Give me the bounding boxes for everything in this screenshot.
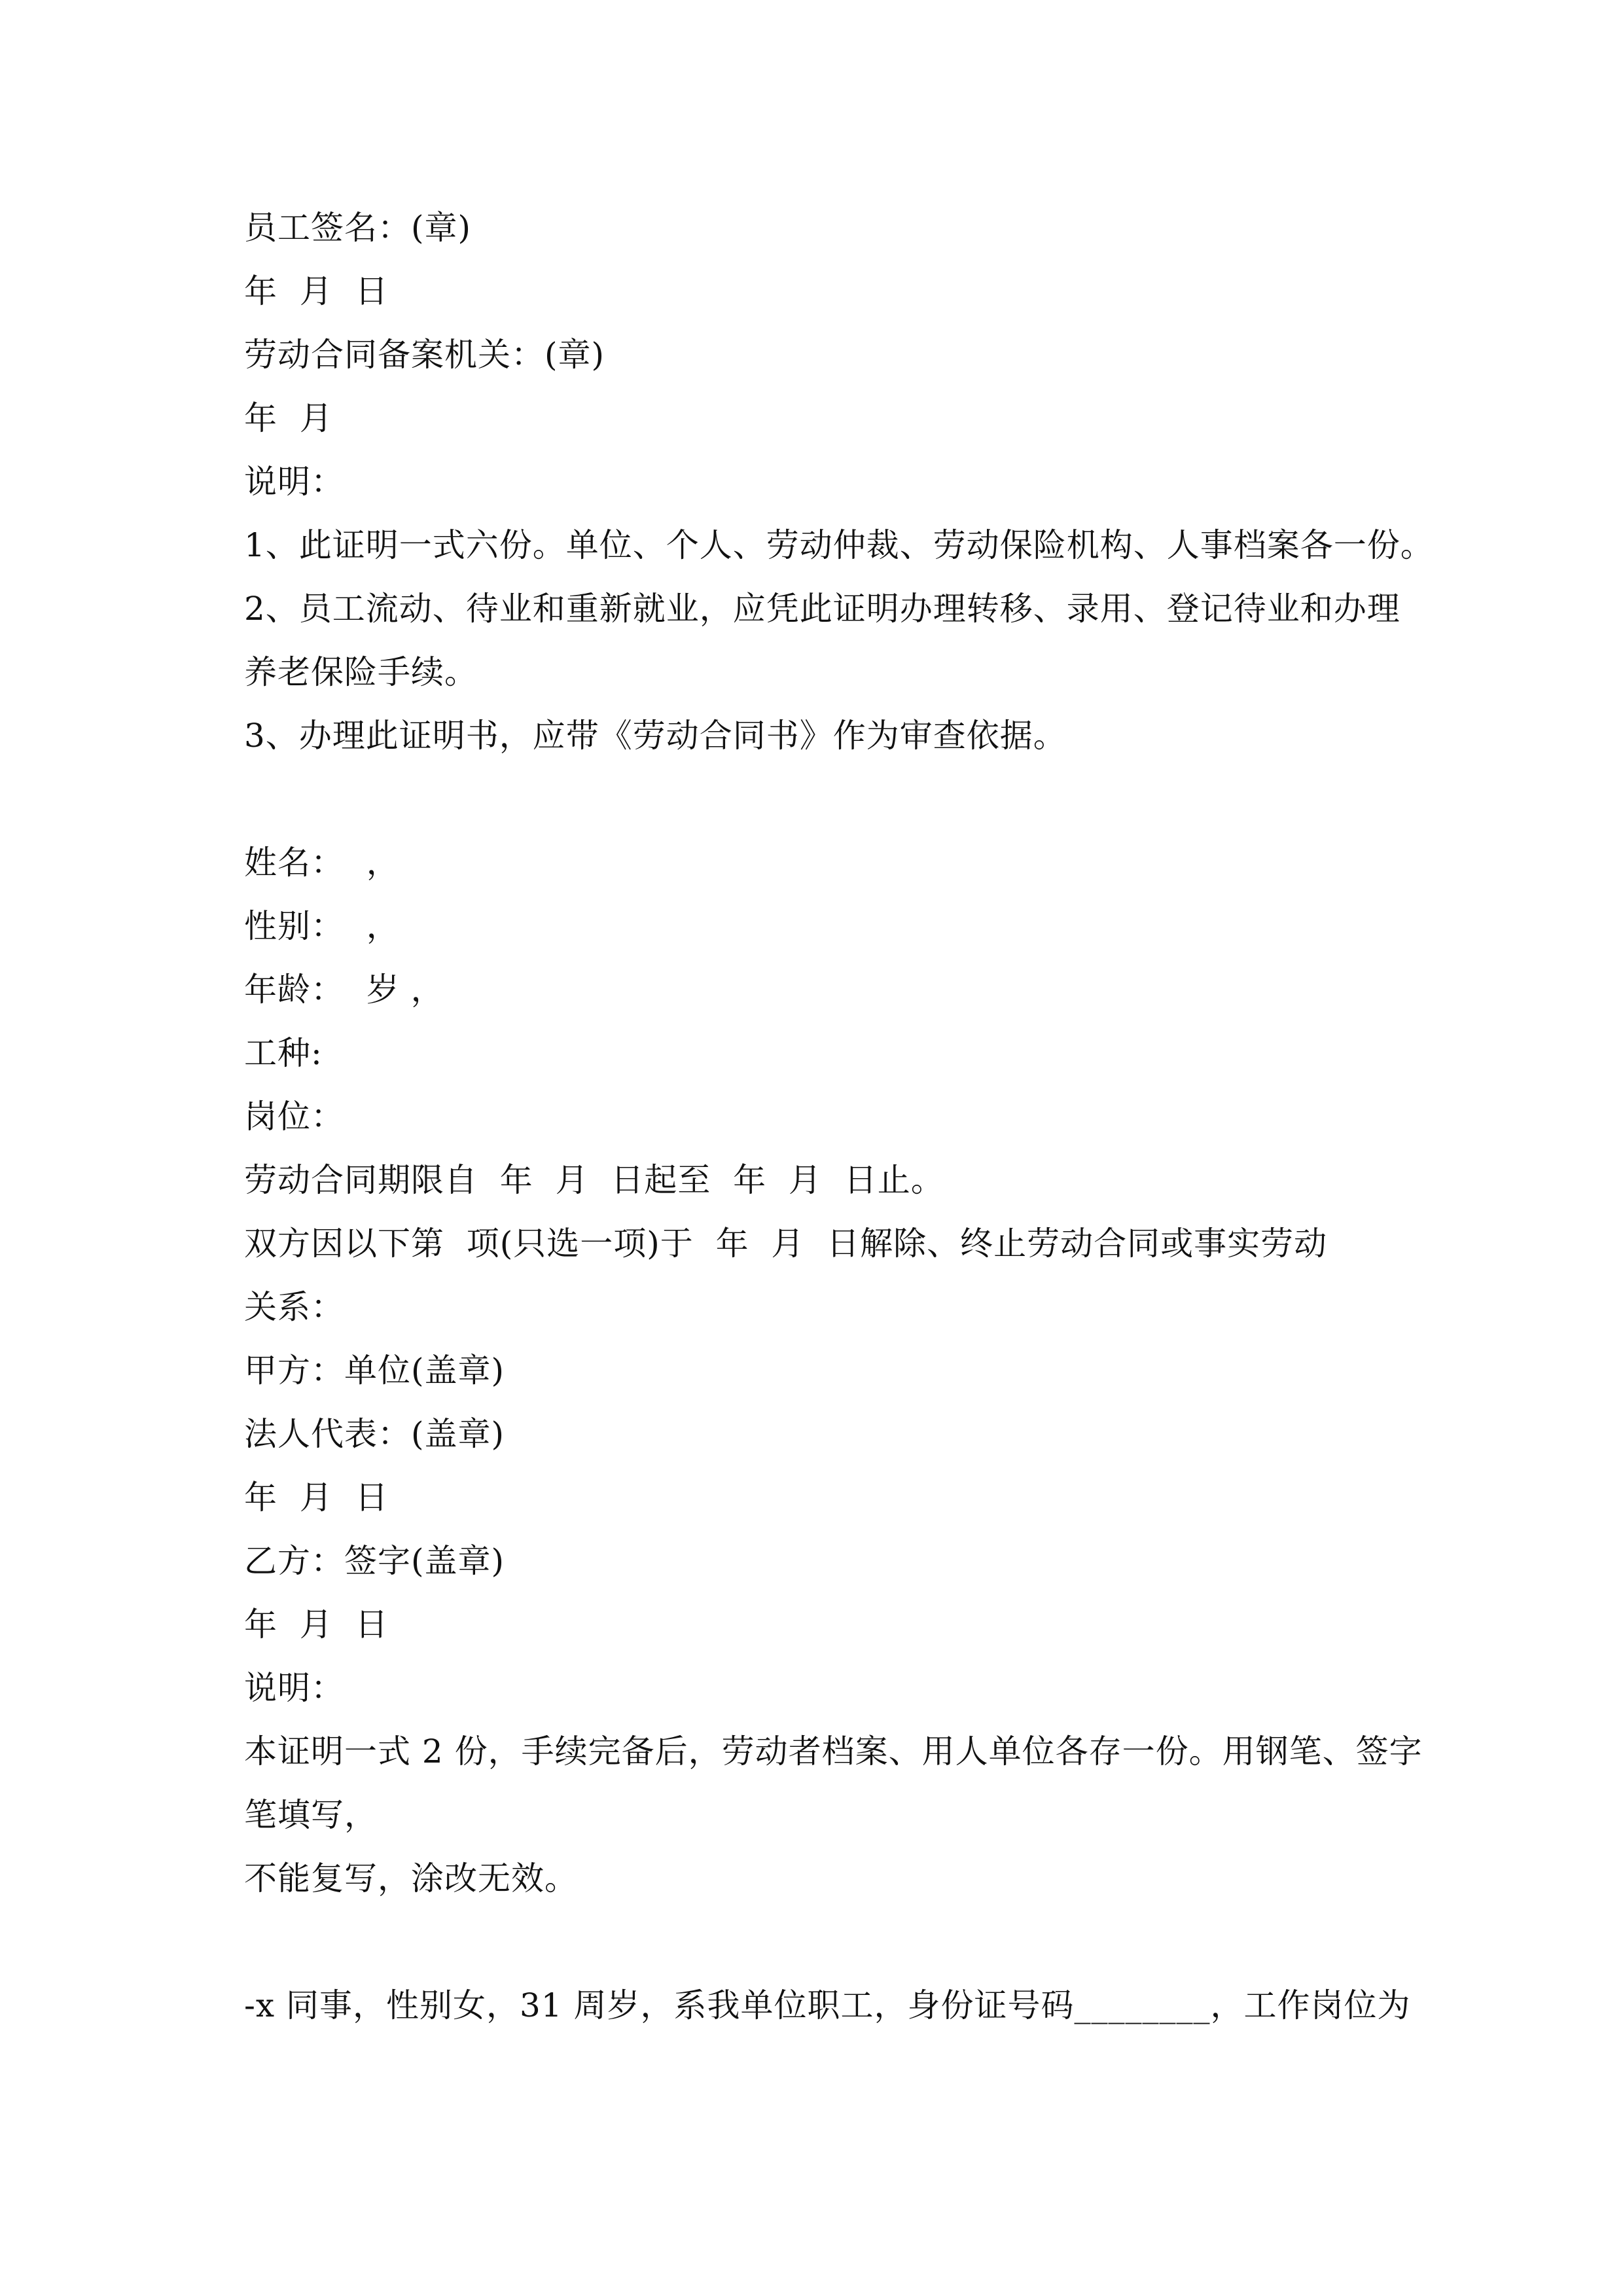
note-paragraph-continued: 不能复写，涂改无效。 xyxy=(244,1859,578,1897)
date-line: 年 月 日 xyxy=(244,1605,389,1643)
name-field-line: 姓名： ， xyxy=(244,844,400,882)
notes-heading: 说明： xyxy=(244,463,344,501)
filing-authority-line: 劳动合同备案机关：(章) xyxy=(244,336,605,374)
note-paragraph-continued: 笔填写， xyxy=(244,1796,378,1834)
certificate-paragraph: -x 同事，性别女，31 周岁，系我单位职工，身份证号码________，工作岗位为 xyxy=(244,1986,1411,2024)
note-item: 3、办理此证明书，应带《劳动合同书》作为审查依据。 xyxy=(244,717,1067,755)
note-item: 1、此证明一式六份。单位、个人、劳动仲裁、劳动保险机构、人事档案各一份。 xyxy=(244,526,1434,564)
termination-line-continued: 关系： xyxy=(244,1288,344,1326)
date-line: 年 月 日 xyxy=(244,1479,389,1516)
party-b-line: 乙方：签字(盖章) xyxy=(244,1542,505,1580)
termination-line: 双方因以下第 项(只选一项)于 年 月 日解除、终止劳动合同或事实劳动 xyxy=(244,1225,1328,1263)
date-line: 年 月 日 xyxy=(244,272,389,310)
notes-heading: 说明： xyxy=(244,1669,344,1707)
gender-field-line: 性别： ， xyxy=(244,907,400,945)
note-paragraph: 本证明一式 2 份，手续完备后，劳动者档案、用人单位各存一份。用钢笔、签字 xyxy=(244,1732,1423,1770)
age-field-line: 年龄： 岁 ， xyxy=(244,971,444,1009)
date-line: 年 月 xyxy=(244,399,333,437)
note-item-continued: 养老保险手续。 xyxy=(244,653,478,691)
contract-period-line: 劳动合同期限自 年 月 日起至 年 月 日止。 xyxy=(244,1161,944,1199)
job-type-field-line: 工种: xyxy=(244,1034,323,1072)
legal-representative-line: 法人代表：(盖章) xyxy=(244,1415,505,1453)
position-field-line: 岗位： xyxy=(244,1098,344,1136)
employee-signature-line: 员工签名：(章) xyxy=(244,209,472,247)
party-a-line: 甲方：单位(盖章) xyxy=(244,1352,505,1390)
note-item: 2、员工流动、待业和重新就业，应凭此证明办理转移、录用、登记待业和办理 xyxy=(244,590,1400,628)
